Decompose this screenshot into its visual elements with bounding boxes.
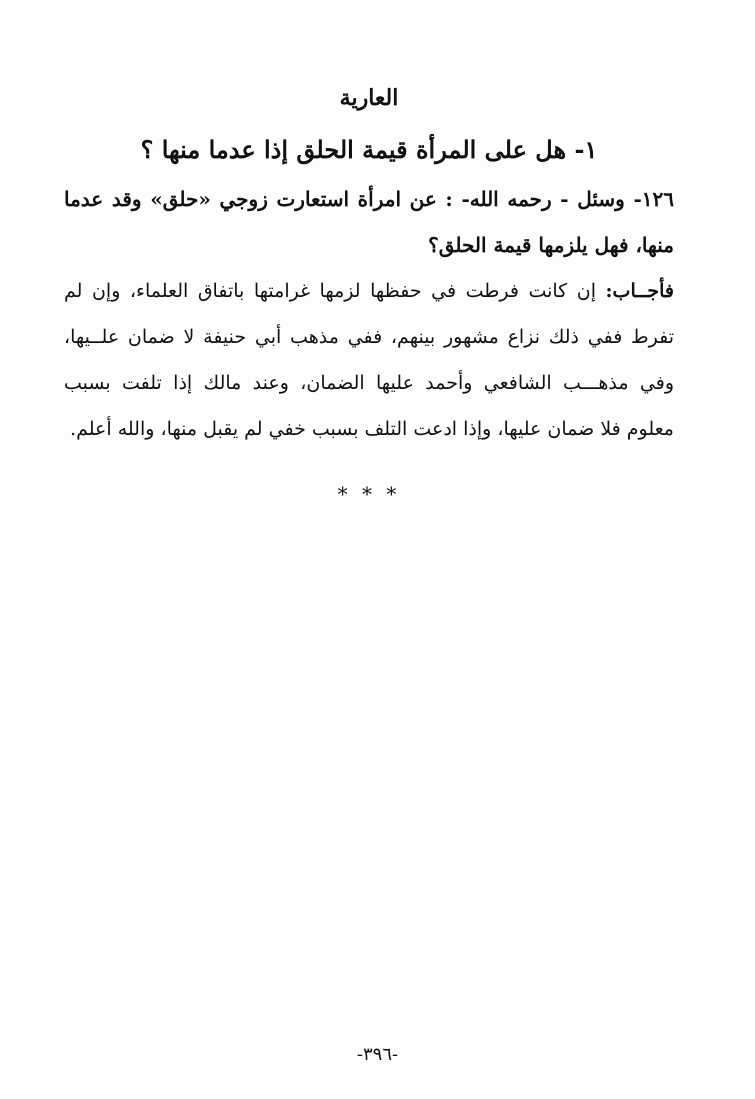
question-paragraph: ١٢٦- وسئل - رحمه الله- : عن امرأة استعارت زوجي «حلق» وقد عدما منها، فهل يلزمها قيمة الحلق؟ <box>64 187 674 257</box>
page-content <box>64 78 674 506</box>
answer-label: فأجــاب: <box>605 280 674 302</box>
answer-text: إن كانت فرطت في حفظها لزمها غرامتها باتفاق العلماء، وإن لم تفرط ففي ذلك نزاع مشهور بينهم، ففي مذهب أبي حنيفة لا ضمان علــيها، وفي مذهـــب الشافعي وأحمد عليها الضمان، وعند مالك إذا تلفت بسبب معلوم فلا ضمان عليها، وإذا ادعت التلف بسبب خفي لم يقبل منها، والله أعلم. <box>64 280 674 440</box>
section-separator: * * * <box>337 482 401 506</box>
answer-paragraph <box>64 268 674 452</box>
page-number: -٣٩٦- <box>356 1044 399 1065</box>
chapter-title: العارية <box>339 85 399 111</box>
section-title: ١- هل على المرأة قيمة الحلق إذا عدما منها ؟ <box>140 135 598 164</box>
